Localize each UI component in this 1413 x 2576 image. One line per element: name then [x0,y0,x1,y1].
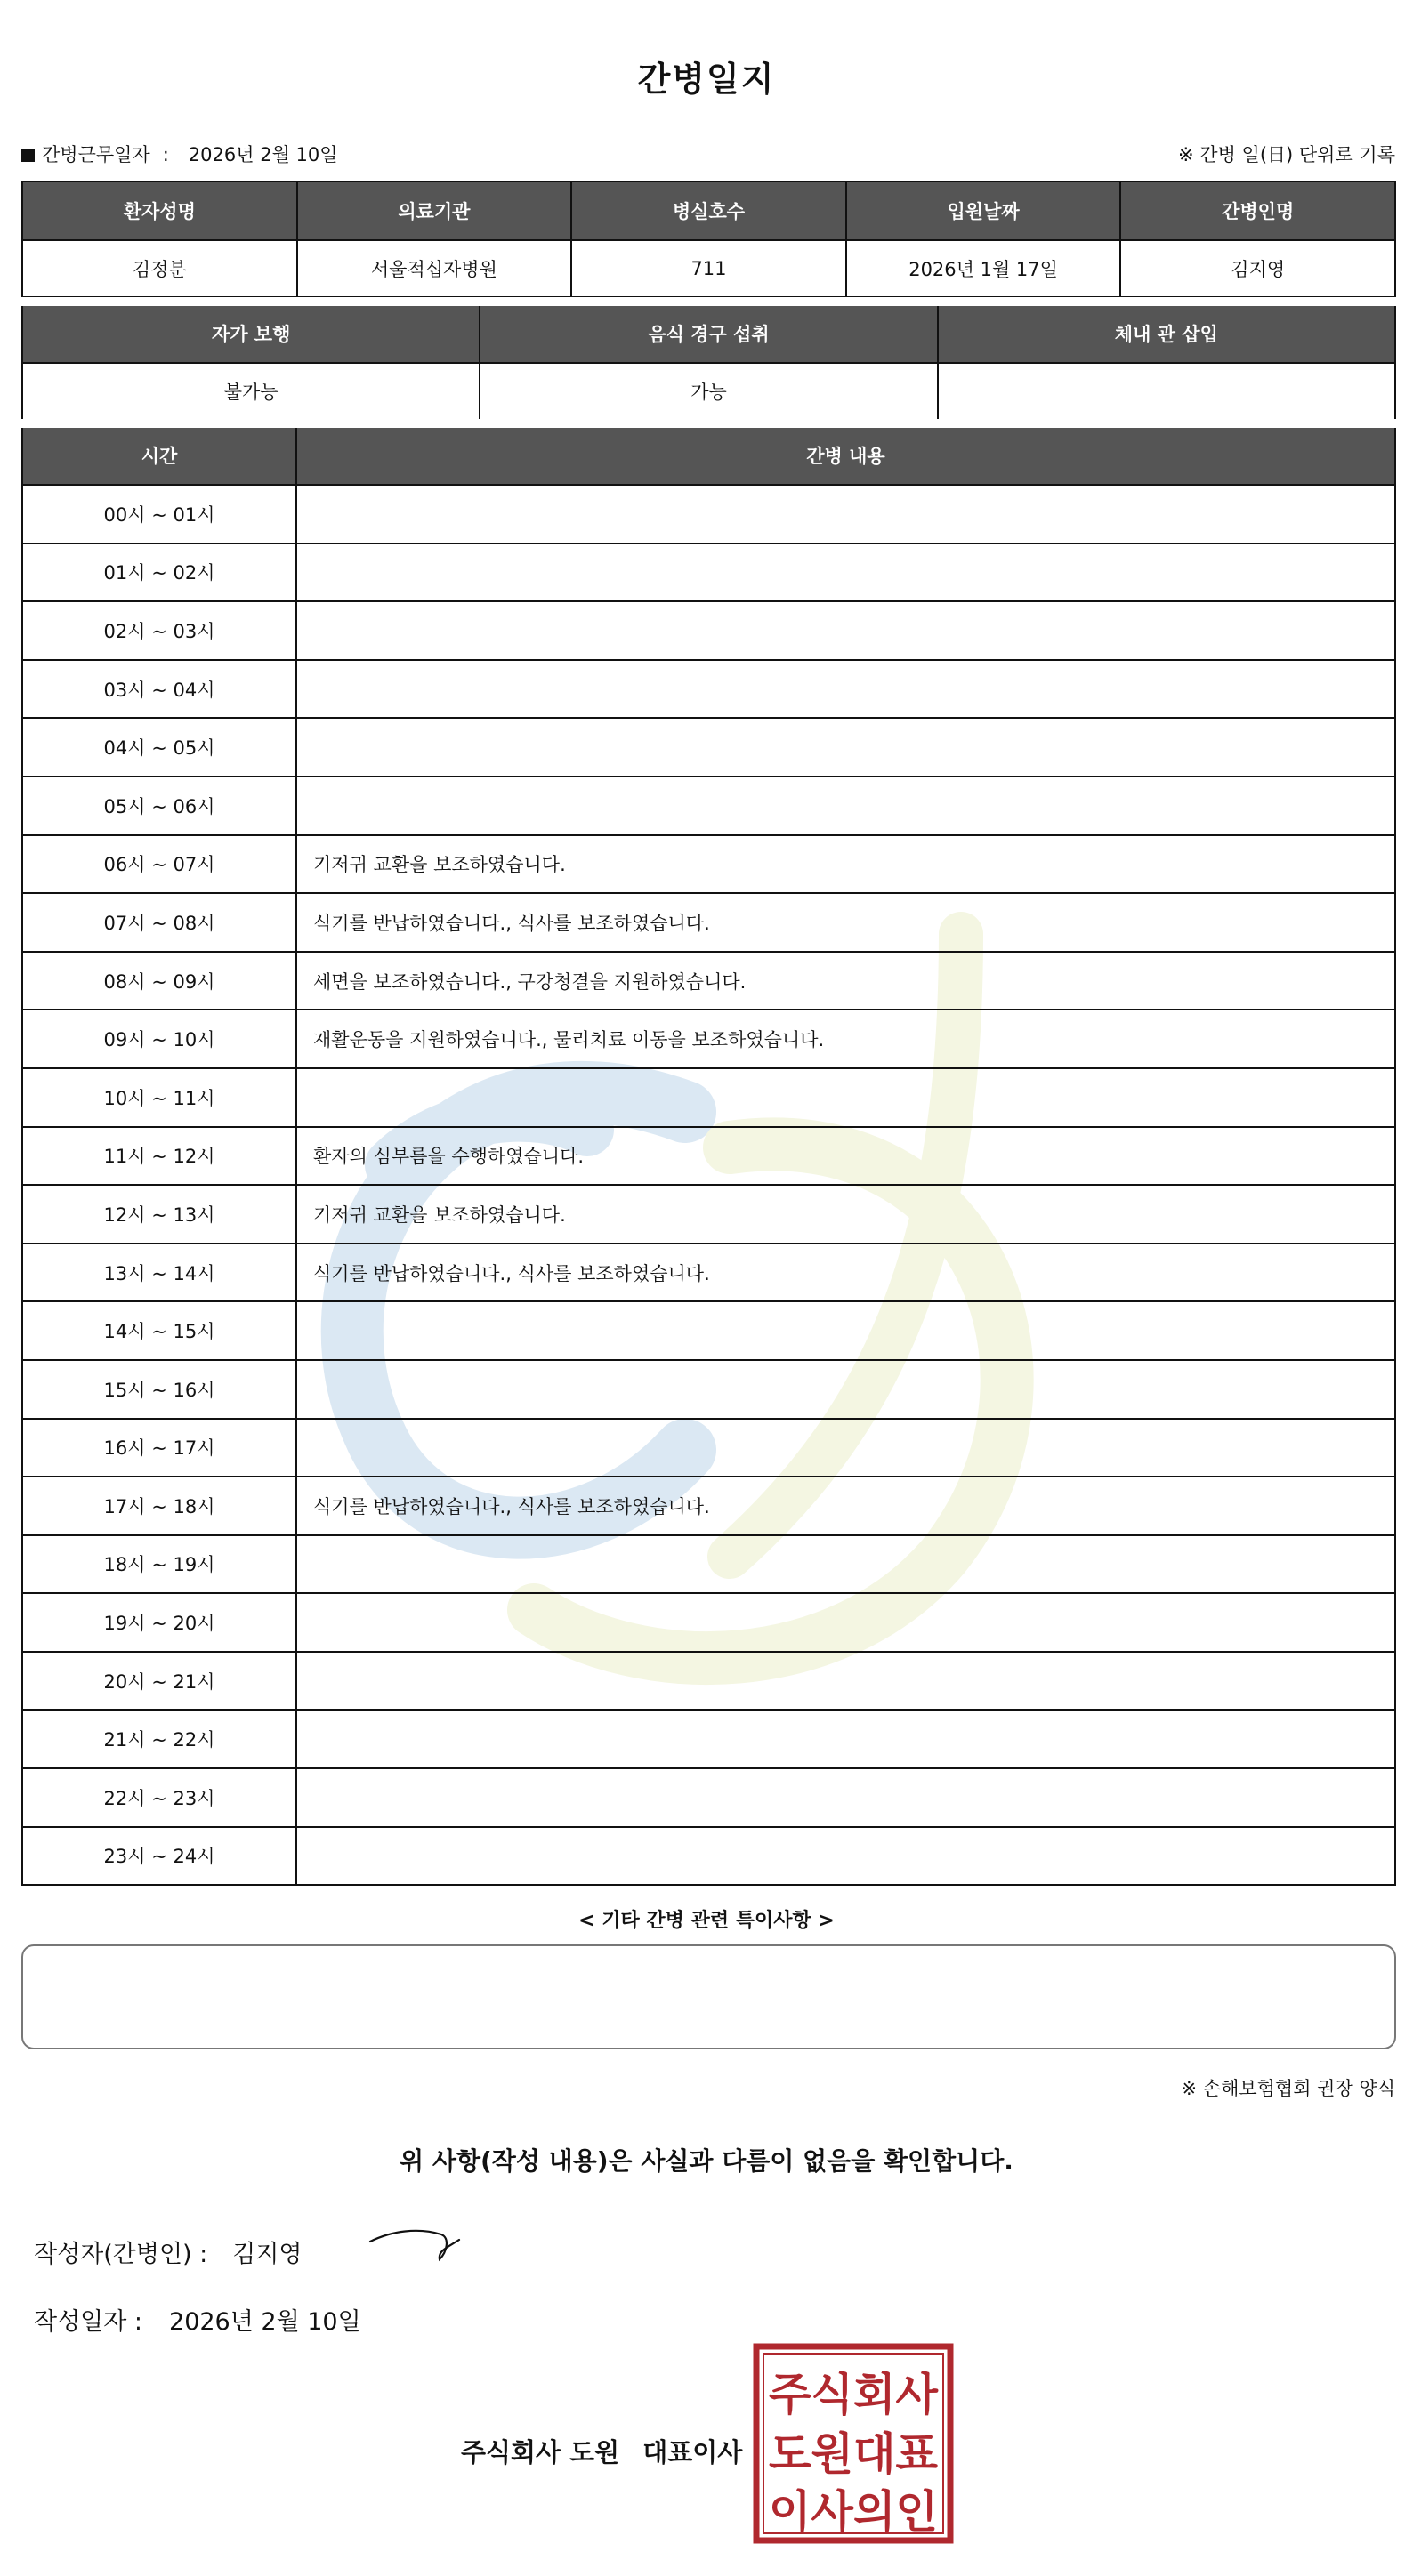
care-log-time: 16시 ~ 17시 [22,1419,296,1477]
time-header: 시간 [22,426,296,485]
care-log-row [22,485,1395,543]
care-log-time: 13시 ~ 14시 [22,1244,296,1302]
care-log-time: 12시 ~ 13시 [22,1185,296,1244]
care-log-row [22,1010,1395,1068]
work-date-label: 간병근무일자 [42,144,150,165]
care-log-content: 기저귀 교환을 보조하였습니다. [296,1185,1395,1244]
care-log-content [296,660,1395,719]
care-log-row [22,1710,1395,1768]
care-log-time: 05시 ~ 06시 [22,777,296,835]
care-log-row [22,601,1395,660]
care-log-time: 14시 ~ 15시 [22,1301,296,1360]
care-log-content [296,1419,1395,1477]
write-date-label: 작성일자 : [34,2308,143,2336]
care-log-time: 08시 ~ 09시 [22,952,296,1010]
oral-intake-header: 음식 경구 섭취 [480,304,937,363]
patient-info-table [21,181,1396,298]
care-log-time: 02시 ~ 03시 [22,601,296,660]
work-date-value: 2026년 2월 10일 [188,144,338,165]
caregiver-name-header: 간병인명 [1120,181,1395,240]
care-log-time: 09시 ~ 10시 [22,1010,296,1068]
body-tube-value [938,363,1395,420]
care-log-content [296,1768,1395,1827]
care-log-row [22,1360,1395,1419]
care-log-content: 식기를 반납하였습니다., 식사를 보조하였습니다. [296,1244,1395,1302]
care-log-content: 식기를 반납하였습니다., 식사를 보조하였습니다. [296,893,1395,952]
care-log-row [22,718,1395,777]
confirmation-statement: 위 사항(작성 내용)은 사실과 다름이 없음을 확인합니다. [400,2146,1013,2176]
care-log-table [21,425,1396,1886]
company-name: 주식회사 도원 [461,2437,620,2467]
care-log-time: 07시 ~ 08시 [22,893,296,952]
author-label: 작성자(간병인) : [34,2241,208,2268]
care-log-time: 19시 ~ 20시 [22,1593,296,1652]
care-log-content [296,1710,1395,1768]
care-log-content: 기저귀 교환을 보조하였습니다. [296,835,1395,894]
work-date-line [21,141,338,167]
svg-text:주식회사: 주식회사 [769,2369,939,2420]
author-name: 김지영 [232,2241,303,2268]
care-log-row [22,1068,1395,1127]
patient-info-header-row [22,181,1395,240]
svg-text:도원대표: 도원대표 [769,2428,939,2480]
care-log-row [22,1652,1395,1711]
care-log-content [296,1301,1395,1360]
ceo-title: 대표이사 [642,2437,743,2467]
care-log-row [22,1244,1395,1302]
care-log-time: 17시 ~ 18시 [22,1477,296,1535]
care-log-content [296,1593,1395,1652]
patient-name-value: 김정분 [22,240,297,297]
square-bullet-icon [21,149,35,162]
care-log-time: 18시 ~ 19시 [22,1535,296,1594]
care-log-content [296,1360,1395,1419]
caregiver-name-value: 김지영 [1120,240,1395,297]
svg-text:이사의인: 이사의인 [769,2486,938,2538]
care-log-content [296,543,1395,602]
care-log-content [296,601,1395,660]
care-log-header-row [22,426,1395,485]
admission-date-value: 2026년 1월 17일 [846,240,1121,297]
care-log-time: 15시 ~ 16시 [22,1360,296,1419]
work-date-colon: : [162,144,169,165]
self-walking-header: 자가 보행 [22,304,480,363]
care-log-time: 00시 ~ 01시 [22,485,296,543]
room-number-header: 병실호수 [571,181,846,240]
patient-status-value-row [22,363,1395,420]
care-log-time: 20시 ~ 21시 [22,1652,296,1711]
care-log-row [22,1535,1395,1594]
care-log-time: 23시 ~ 24시 [22,1827,296,1886]
care-log-row [22,835,1395,894]
care-log-row [22,1127,1395,1186]
care-log-time: 03시 ~ 04시 [22,660,296,719]
patient-name-header: 환자성명 [22,181,297,240]
care-log-row [22,660,1395,719]
care-log-row [22,1419,1395,1477]
care-content-header: 간병 내용 [296,426,1395,485]
patient-status-table [21,303,1396,421]
care-log-row [22,1185,1395,1244]
care-log-content [296,1068,1395,1127]
admission-date-header: 입원날짜 [846,181,1121,240]
care-log-row [22,1301,1395,1360]
care-log-row [22,1827,1395,1886]
hospital-value: 서울적십자병원 [297,240,572,297]
care-log-content [296,718,1395,777]
care-log-time: 22시 ~ 23시 [22,1768,296,1827]
care-log-row [22,952,1395,1010]
care-log-body [22,485,1395,1885]
oral-intake-value: 가능 [480,363,937,420]
patient-info-value-row [22,240,1395,297]
care-log-row [22,1768,1395,1827]
recommendation-note: ※ 손해보험협회 권장 양식 [1181,2078,1395,2099]
hospital-header: 의료기관 [297,181,572,240]
care-log-time: 06시 ~ 07시 [22,835,296,894]
self-walking-value: 불가능 [22,363,480,420]
care-log-content [296,485,1395,543]
table-gap [0,419,1413,428]
room-number-value: 711 [571,240,846,297]
care-log-content: 환자의 심부름을 수행하였습니다. [296,1127,1395,1186]
care-log-row [22,893,1395,952]
care-log-time: 04시 ~ 05시 [22,718,296,777]
care-log-time: 21시 ~ 22시 [22,1710,296,1768]
notes-title: < 기타 간병 관련 특이사항 > [578,1910,835,1932]
care-log-row [22,543,1395,602]
care-log-row [22,1593,1395,1652]
care-log-content: 식기를 반납하였습니다., 식사를 보조하였습니다. [296,1477,1395,1535]
care-log-time: 01시 ~ 02시 [22,543,296,602]
care-log-content [296,1535,1395,1594]
care-log-content [296,777,1395,835]
care-log-content: 세면을 보조하였습니다., 구강청결을 지원하였습니다. [296,952,1395,1010]
signature-mark [367,2224,464,2266]
author-row [34,2234,303,2269]
patient-status-header-row [22,304,1395,363]
care-log-content [296,1827,1395,1886]
care-log-row [22,777,1395,835]
table-gap [0,297,1413,306]
write-date-row [34,2302,361,2337]
write-date-value: 2026년 2월 10일 [169,2308,361,2336]
company-seal-icon [753,2343,954,2544]
care-log-content: 재활운동을 지원하였습니다., 물리치료 이동을 보조하였습니다. [296,1010,1395,1068]
company-signature [461,2433,742,2469]
care-log-time: 10시 ~ 11시 [22,1068,296,1127]
care-log-time: 11시 ~ 12시 [22,1127,296,1186]
record-unit-note: ※ 간병 일(日) 단위로 기록 [1178,144,1395,165]
care-log-row [22,1477,1395,1535]
care-log-content [296,1652,1395,1711]
document-title: 간병일지 [637,60,776,99]
notes-box [21,1944,1396,2049]
body-tube-header: 체내 관 삽입 [938,304,1395,363]
